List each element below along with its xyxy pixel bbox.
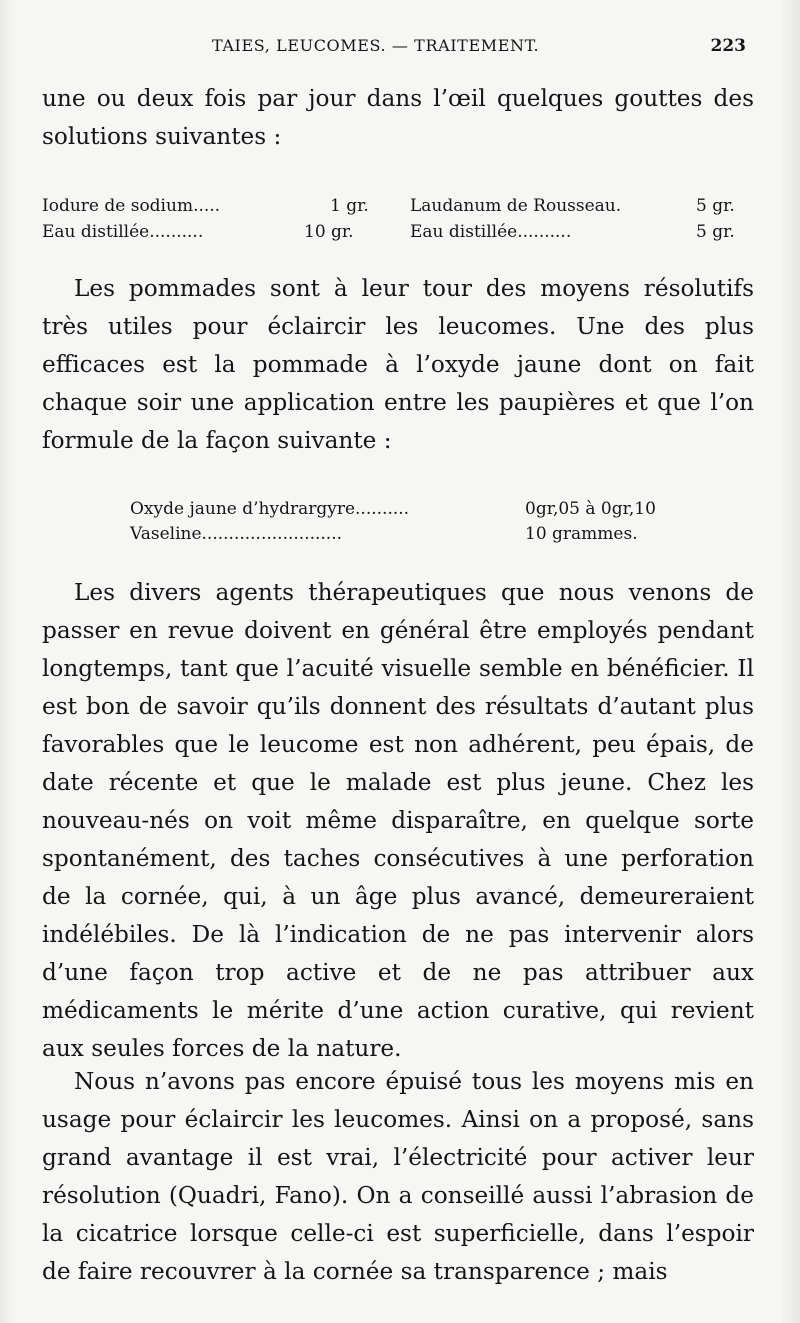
paragraph-therapeutic-agents: Les divers agents thérapeutiques que nous venons de passer en revue doivent en général être employés pendant longtemps, tant que l’acuité visuelle semble en bénéficier. Il est bon de savoir qu’ils donnent des résultats d’autant plus favorables que le leucome est non adhérent, peu épais, de date récente et que le malade est plus jeune. Chez les nouveau-nés on voit même disparaître, en quelque sorte spontanément, des taches consécutives à une perforation de la cornée, qui, à un âge plus avancé, demeureraient indélébiles. De là l’indication de ne pas intervenir alors d’une façon trop active et de ne pas attribuer aux médicaments le mérite d’une action curative, qui revient aux seules forces de la nature. [42, 579, 754, 1062]
paragraph-continuation: une ou deux fois par jour dans l’œil quelques gouttes des solutions suivantes : [42, 85, 754, 150]
ingredient-name: Eau distillée.......... [42, 222, 204, 242]
ingredient-name: Laudanum de Rousseau. [410, 196, 622, 216]
ingredient-name: Oxyde jaune d’hydrargyre.......... [130, 499, 410, 519]
ingredient-quantity: 1 gr. [330, 196, 369, 216]
ingredient-quantity: 10 gr. [304, 222, 354, 242]
paragraph-pommades: Les pommades sont à leur tour des moyens résolutifs très utiles pour éclaircir les leucomes. Une des plus efficaces est la pommade à l’oxyde jaune dont on fait chaque soir une application entre les paupières et que l’on formule de la façon suivante : [42, 275, 754, 454]
ingredient-name: Eau distillée.......... [410, 222, 572, 242]
ingredient-quantity: 5 gr. [696, 222, 735, 242]
page-number: 223 [710, 36, 746, 56]
ingredient-quantity: 0gr,05 à 0gr,10 [525, 499, 656, 519]
ingredient-quantity: 10 grammes. [525, 524, 638, 544]
running-head: TAIES, LEUCOMES. — TRAITEMENT. [212, 36, 540, 55]
page-header [40, 36, 756, 60]
paragraph-other-means: Nous n’avons pas encore épuisé tous les moyens mis en usage pour éclaircir les leucomes. Ainsi on a proposé, sans grand avantage il est vrai, l’électricité pour activer leur résolution (Quadri, Fano). On a conseillé aussi l’abrasion de la cicatrice lorsque celle-ci est superficielle, dans l’espoir de faire recouvrer à la cornée sa transparence ; mais [42, 1068, 754, 1285]
ingredient-name: Vaseline.......................... [130, 524, 343, 544]
ingredient-name: Iodure de sodium..... [42, 196, 221, 216]
ingredient-quantity: 5 gr. [696, 196, 735, 216]
